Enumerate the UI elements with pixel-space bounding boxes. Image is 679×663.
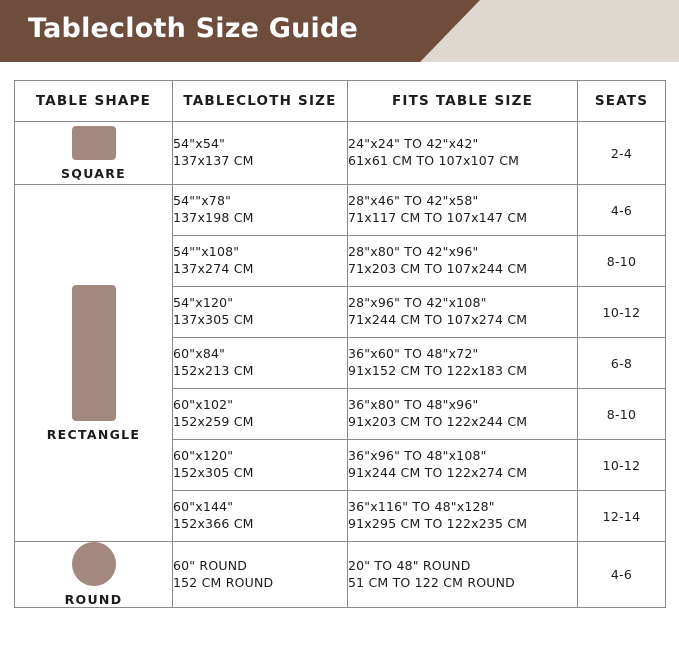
fits-cm: 91x203 CM TO 122x244 CM [348,414,528,429]
seats-cell: 4-6 [578,185,666,236]
size-inches: 54"x54" [173,136,226,152]
fits-cm: 91x152 CM TO 122x183 CM [348,363,528,378]
table-header-row [15,81,666,122]
column-header-seats: SEATS [578,81,666,122]
size-cm: 152x259 CM [173,414,254,429]
fits-cm: 71x117 CM TO 107x147 CM [348,210,528,225]
page-title: Tablecloth Size Guide [28,13,358,44]
size-inches: 60" ROUND [173,557,248,573]
table-row [15,185,666,236]
size-cm: 152x213 CM [173,363,254,378]
seats-cell: 8-10 [578,389,666,440]
fits-cell [348,440,578,491]
size-cell [173,440,348,491]
size-guide-table [14,80,666,608]
size-inches: 60"x120" [173,448,234,464]
size-guide-container [0,62,679,608]
size-cell [173,236,348,287]
fits-inches: 36"x60" TO 48"x72" [348,346,479,362]
size-cell [173,491,348,542]
table-row [15,542,666,608]
shape-cell-round [15,542,173,608]
fits-cm: 91x244 CM TO 122x274 CM [348,465,528,480]
size-cm: 152 CM ROUND [173,574,274,590]
fits-cell [348,338,578,389]
fits-cell [348,491,578,542]
fits-cell [348,122,578,185]
shape-label-square: SQUARE [60,165,127,181]
fits-inches: 28"x46" TO 42"x58" [348,193,479,209]
size-inches: 60"x84" [173,346,226,362]
fits-inches: 28"x96" TO 42"x108" [348,295,487,311]
fits-cell [348,542,578,608]
size-inches: 54"x120" [173,295,234,311]
seats-cell: 10-12 [578,287,666,338]
seats-cell: 4-6 [578,542,666,608]
fits-inches: 20" TO 48" ROUND [348,557,471,573]
size-cell [173,185,348,236]
fits-cell [348,389,578,440]
seats-cell: 2-4 [578,122,666,185]
shape-cell-rectangle [15,185,173,542]
size-cell [173,122,348,185]
table-row [15,122,666,185]
column-header-tablecloth-size: TABLECLOTH SIZE [173,81,348,122]
fits-inches: 36"x116" TO 48"x128" [348,499,495,515]
fits-cm: 61x61 CM TO 107x107 CM [348,153,520,168]
size-inches: 60"x144" [173,499,234,515]
seats-cell: 10-12 [578,440,666,491]
fits-inches: 36"x96" TO 48"x108" [348,448,487,464]
size-cell [173,389,348,440]
seats-cell: 8-10 [578,236,666,287]
fits-inches: 36"x80" TO 48"x96" [348,397,479,413]
fits-cm: 51 CM TO 122 CM ROUND [348,574,515,590]
circle-swatch-icon [72,542,116,586]
shape-label-round: ROUND [64,592,123,607]
rectangle-swatch-icon [72,285,116,421]
column-header-table-shape: TABLE SHAPE [15,81,173,122]
header-banner [0,0,679,62]
fits-cm: 71x203 CM TO 107x244 CM [348,261,528,276]
size-cell [173,338,348,389]
size-cell [173,287,348,338]
seats-cell: 6-8 [578,338,666,389]
size-cm: 137x198 CM [173,210,254,225]
size-cm: 152x305 CM [173,465,254,480]
column-header-fits-table-size: FITS TABLE SIZE [348,81,578,122]
fits-inches: 28"x80" TO 42"x96" [348,244,479,260]
fits-inches: 24"x24" TO 42"x42" [348,136,479,152]
size-cm: 152x366 CM [173,516,254,531]
size-inches: 54""x78" [173,193,232,209]
size-cm: 137x137 CM [173,153,254,168]
size-cm: 137x305 CM [173,312,254,327]
size-inches: 54""x108" [173,244,240,260]
shape-label-rectangle: RECTANGLE [46,426,141,442]
fits-cm: 91x295 CM TO 122x235 CM [348,516,528,531]
shape-cell-square [15,122,173,185]
size-inches: 60"x102" [173,397,234,413]
square-swatch-icon [72,126,116,160]
fits-cell [348,185,578,236]
fits-cell [348,287,578,338]
seats-cell: 12-14 [578,491,666,542]
fits-cell [348,236,578,287]
fits-cm: 71x244 CM TO 107x274 CM [348,312,528,327]
size-cell [173,542,348,608]
size-cm: 137x274 CM [173,261,254,276]
